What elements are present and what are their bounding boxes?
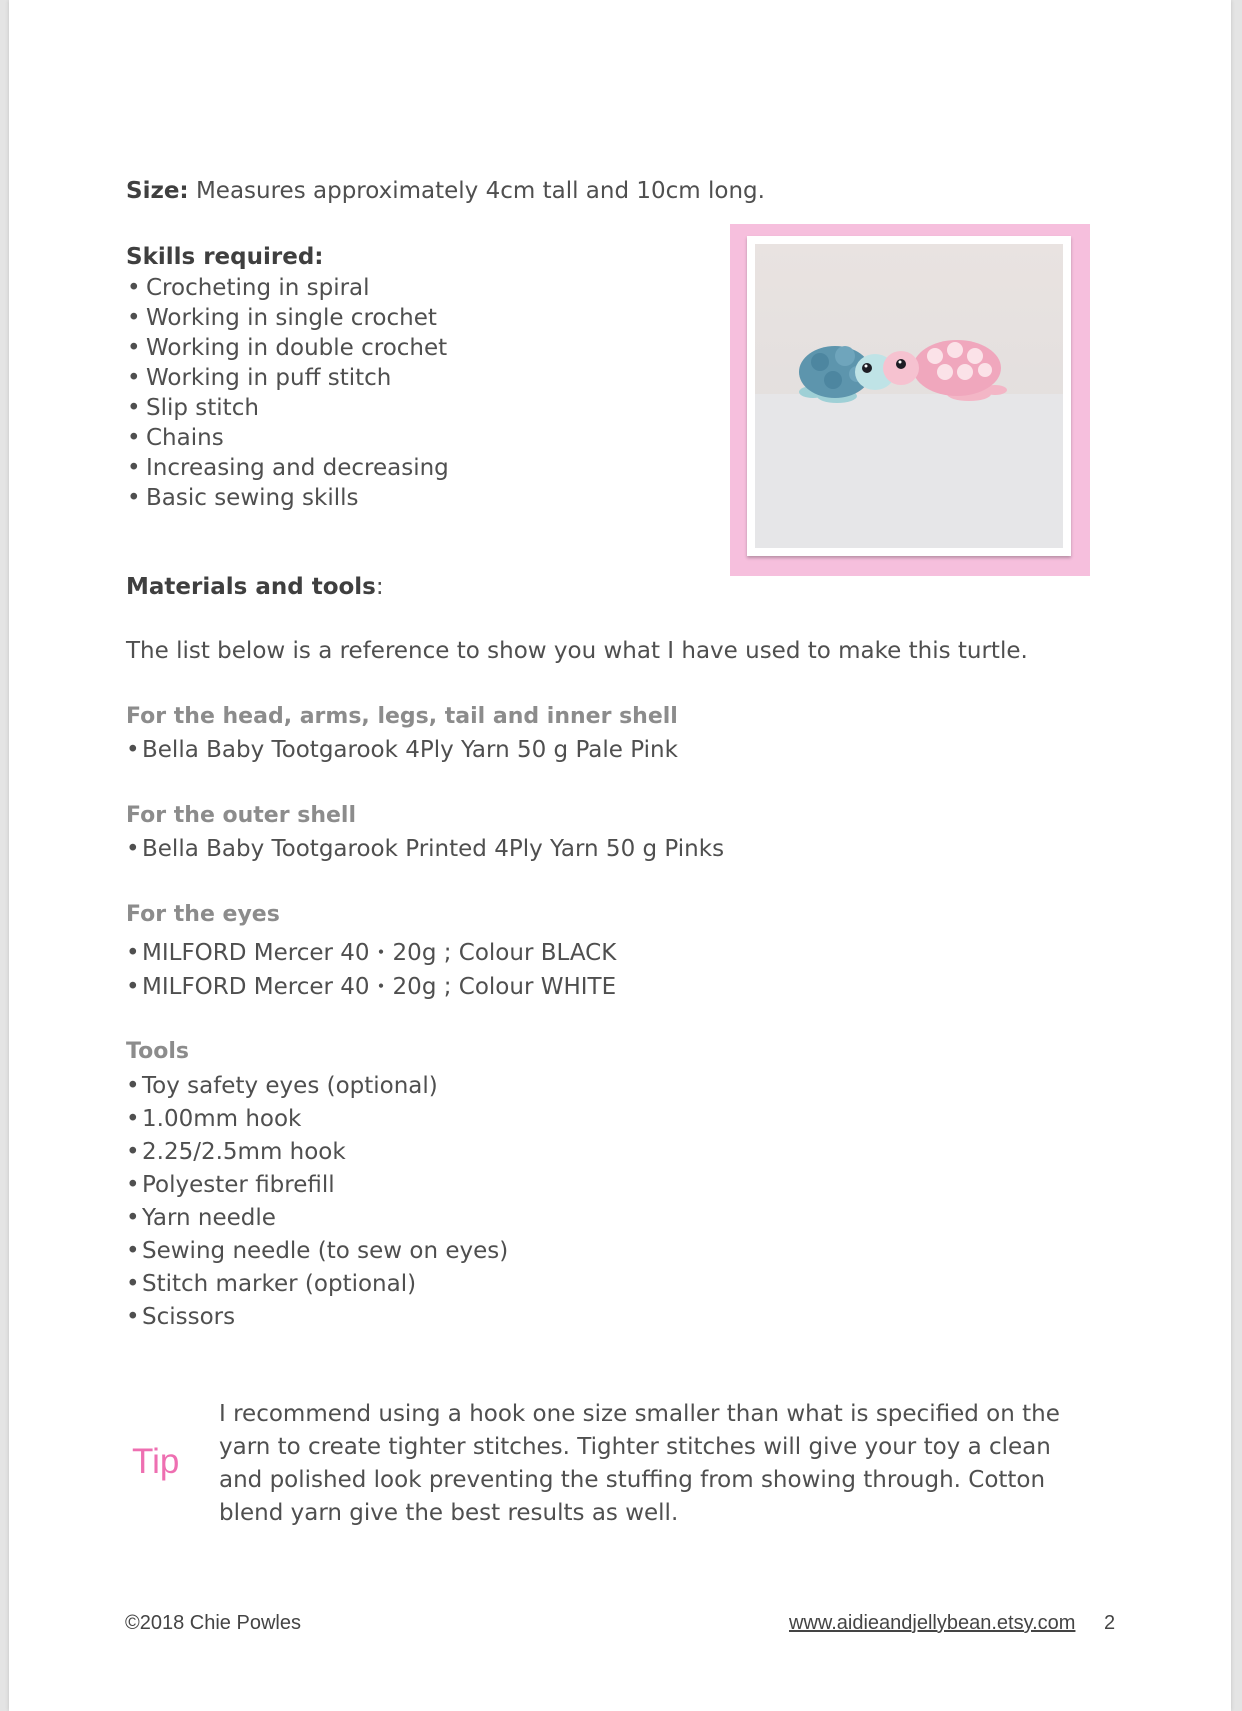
turtle-photo-frame bbox=[730, 224, 1090, 576]
list-item: • MILFORD Mercer 40・20g ; Colour WHITE bbox=[126, 970, 616, 1004]
head-section-list bbox=[126, 735, 678, 765]
skills-heading bbox=[126, 242, 323, 272]
crochet-turtles-photo-icon bbox=[755, 244, 1063, 548]
skills-list bbox=[126, 273, 449, 513]
list-item: • Sewing needle (to sew on eyes) bbox=[126, 1235, 508, 1268]
size-label: Size: bbox=[126, 178, 189, 204]
list-item: • Working in double crochet bbox=[126, 333, 449, 363]
footer-copyright: ©2018 Chie Powles bbox=[125, 1612, 301, 1634]
tools-section-title: Tools bbox=[126, 1039, 189, 1064]
list-item: • 2.25/2.5mm hook bbox=[126, 1136, 508, 1169]
materials-heading bbox=[126, 572, 384, 602]
list-item: • Yarn needle bbox=[126, 1202, 508, 1235]
list-item: • MILFORD Mercer 40・20g ; Colour BLACK bbox=[126, 936, 616, 970]
list-item: • Bella Baby Tootgarook 4Ply Yarn 50 g Pale Pink bbox=[126, 735, 678, 765]
materials-heading-colon: : bbox=[375, 574, 384, 600]
list-item: • Scissors bbox=[126, 1301, 508, 1334]
skills-heading-text: Skills required: bbox=[126, 244, 324, 270]
list-item: • Increasing and decreasing bbox=[126, 453, 449, 483]
list-item: • Working in single crochet bbox=[126, 303, 449, 333]
head-section-title: For the head, arms, legs, tail and inner shell bbox=[126, 704, 678, 729]
list-item: • Toy safety eyes (optional) bbox=[126, 1070, 508, 1103]
tip-text: I recommend using a hook one size smaller than what is specified on the yarn to create tighter stitches. Tighter stitches will give your toy a clean and polished look preventing the stuffing from showing through. Cotton blend yarn give the best results as well. bbox=[219, 1401, 1060, 1526]
list-item: • Crocheting in spiral bbox=[126, 273, 449, 303]
document-page bbox=[9, 0, 1231, 1711]
list-item: • Polyester fibrefill bbox=[126, 1169, 508, 1202]
outer-section-list bbox=[126, 834, 724, 864]
eyes-section-title: For the eyes bbox=[126, 902, 280, 927]
eyes-section-list bbox=[126, 936, 616, 1004]
list-item: • Bella Baby Tootgarook Printed 4Ply Yarn 50 g Pinks bbox=[126, 834, 724, 864]
materials-heading-text: Materials and tools bbox=[126, 574, 376, 600]
list-item: • Working in puff stitch bbox=[126, 363, 449, 393]
tip-label: Tip bbox=[132, 1442, 180, 1481]
outer-section-title: For the outer shell bbox=[126, 803, 357, 828]
list-item: • Chains bbox=[126, 423, 449, 453]
list-item: • Stitch marker (optional) bbox=[126, 1268, 508, 1301]
materials-intro: The list below is a reference to show you what I have used to make this turtle. bbox=[126, 638, 1028, 664]
tools-section-list bbox=[126, 1070, 508, 1334]
size-line bbox=[126, 176, 765, 206]
turtle-photo bbox=[747, 236, 1071, 556]
list-item: • Slip stitch bbox=[126, 393, 449, 423]
size-text: Measures approximately 4cm tall and 10cm long. bbox=[188, 178, 765, 204]
page-number: 2 bbox=[1104, 1612, 1116, 1634]
footer-link[interactable]: www.aidieandjellybean.etsy.com bbox=[789, 1612, 1076, 1634]
list-item: • 1.00mm hook bbox=[126, 1103, 508, 1136]
list-item: • Basic sewing skills bbox=[126, 483, 449, 513]
